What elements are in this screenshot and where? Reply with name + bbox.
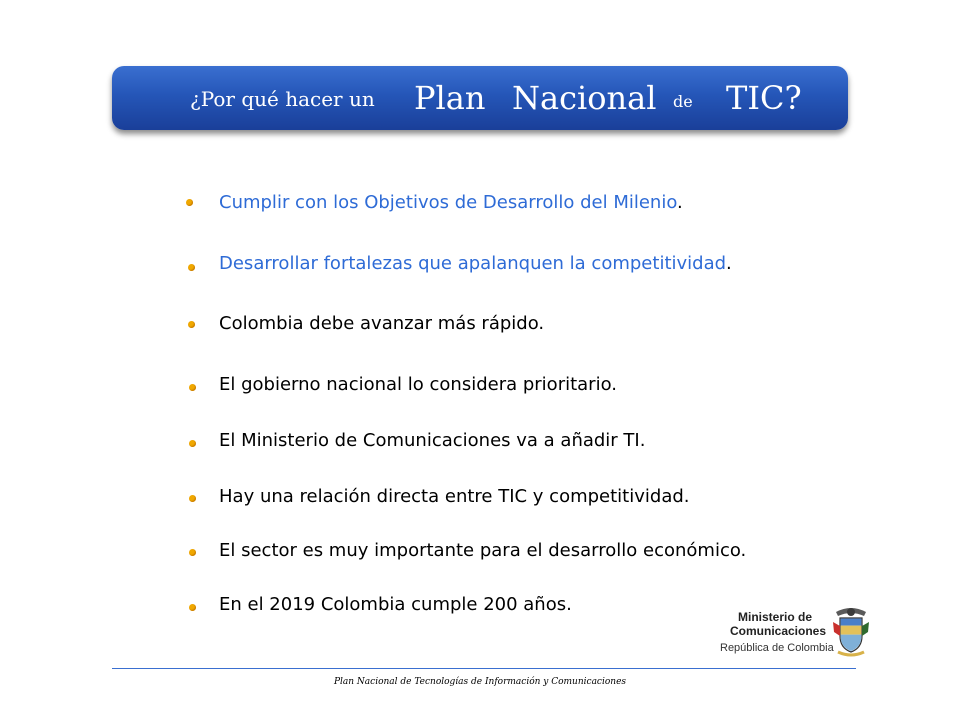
bullet-text: El sector es muy importante para el desarrollo económico. (219, 540, 747, 561)
logo-ministry: Ministerio de (738, 610, 813, 624)
bullet-end: . (677, 192, 683, 213)
bullet-dot-icon (189, 495, 196, 502)
bullet-dot-icon (189, 384, 196, 391)
logo-communications: Comunicaciones (730, 624, 827, 638)
title-part-intro: ¿Por qué hacer un (190, 87, 375, 111)
footer-caption: Plan Nacional de Tecnologías de Información y Comunicaciones (333, 677, 627, 687)
bullet-dot-icon (189, 440, 196, 447)
bullet-text: El Ministerio de Comunicaciones va a añadir TI. (219, 430, 646, 451)
bullet-dot-icon (186, 199, 193, 206)
ministry-logo (716, 606, 876, 662)
bullet-dot-icon (189, 549, 196, 556)
bullet-dot-icon (188, 264, 195, 271)
footer-divider (112, 668, 856, 669)
bullet-text: Cumplir con los Objetivos de Desarrollo del Milenio (219, 192, 678, 213)
bullet-text: Colombia debe avanzar más rápido. (219, 313, 545, 334)
coat-of-arms-icon (828, 606, 874, 658)
bullet-text: Desarrollar fortalezas que apalanquen la competitividad (219, 253, 727, 274)
bullet-dot-icon (189, 604, 196, 611)
title-part-plan: Plan (414, 79, 486, 117)
title-part-tic: TIC? (726, 79, 802, 117)
title-part-de: de (673, 92, 693, 111)
bullet-text: En el 2019 Colombia cumple 200 años. (219, 594, 572, 615)
bullet-end: . (726, 253, 732, 274)
bullet-text: El gobierno nacional lo considera prioritario. (219, 374, 618, 395)
bullet-text: Hay una relación directa entre TIC y competitividad. (219, 486, 690, 507)
logo-republic: República de Colombia (720, 642, 834, 654)
bullet-dot-icon (188, 321, 195, 328)
title-part-nacional: Nacional (512, 79, 657, 117)
